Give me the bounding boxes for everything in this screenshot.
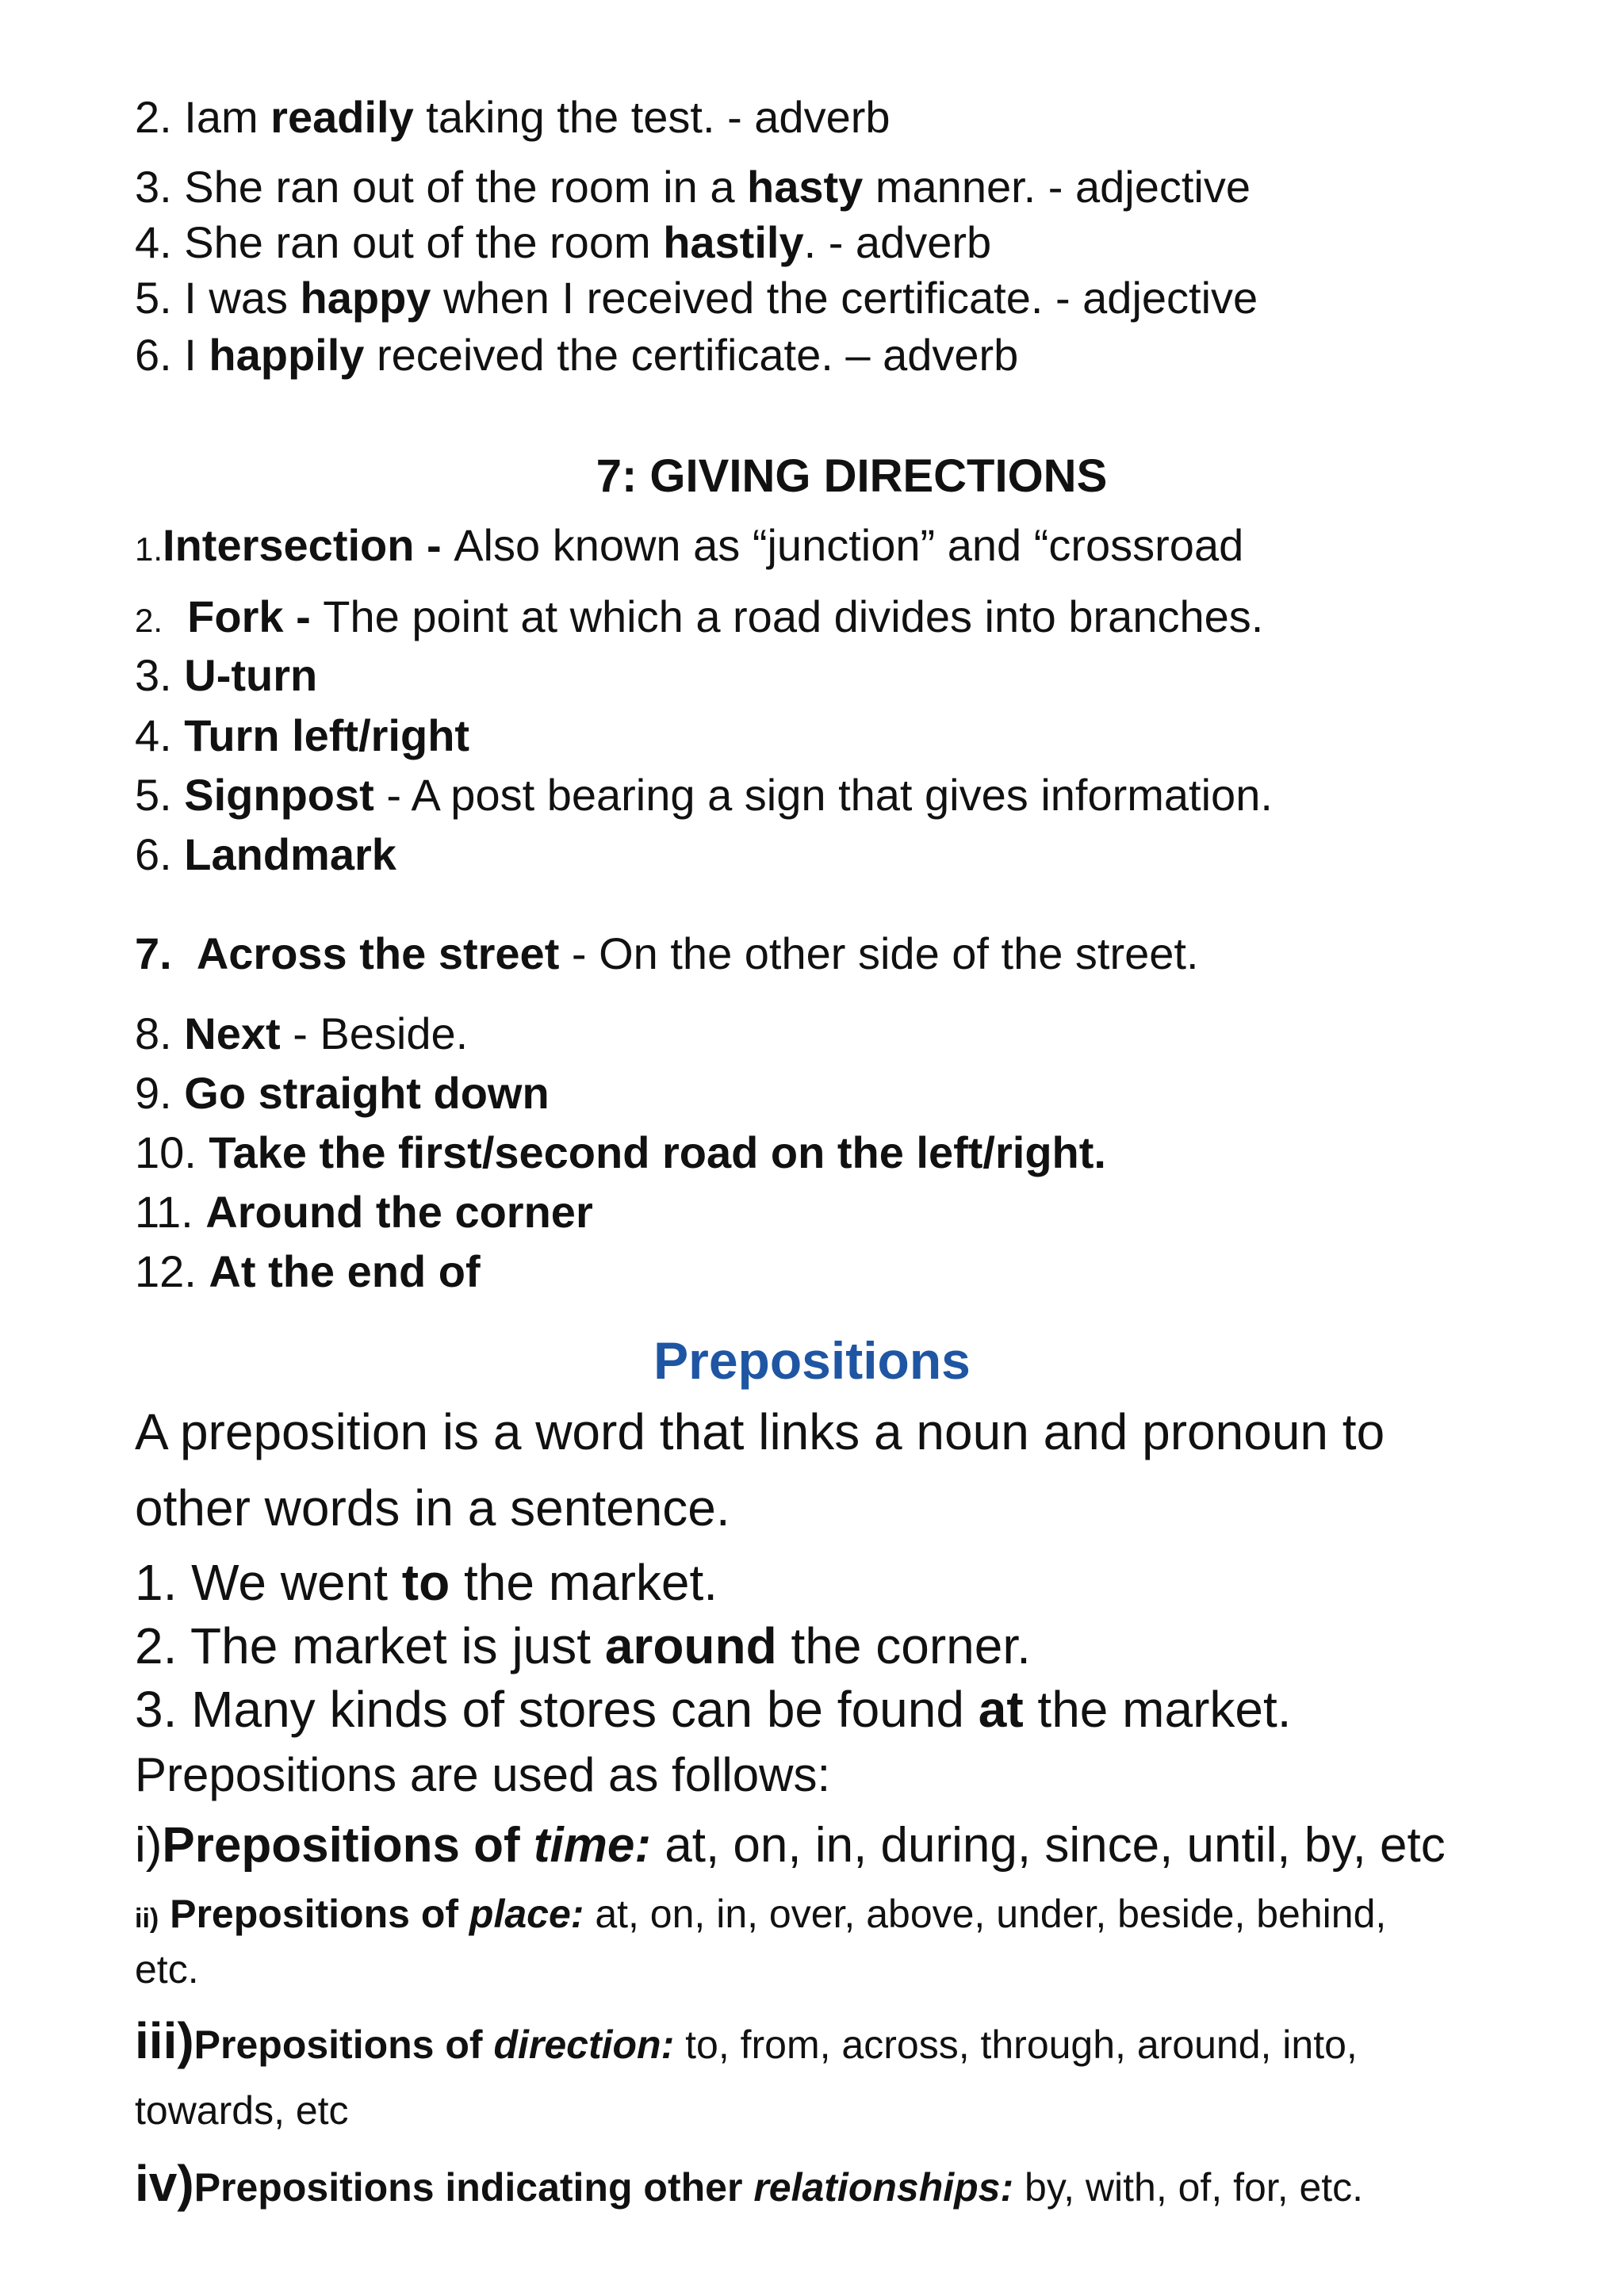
separator: - <box>283 591 324 641</box>
term: Turn left/right <box>184 710 470 760</box>
keyword: hastily <box>663 217 804 267</box>
direction-item <box>135 826 396 883</box>
item-number: 2. <box>135 602 163 639</box>
item-text-pre: We went <box>177 1554 402 1611</box>
item-text-pre: Iam <box>171 92 271 142</box>
item-number: 10. <box>135 1127 197 1177</box>
preposition-type <box>135 1885 1386 1947</box>
term: At the end of <box>209 1246 481 1296</box>
item-number: 1. <box>135 530 163 568</box>
item-number: 4. <box>135 710 172 760</box>
type-continuation: etc. <box>135 1947 199 1992</box>
adverb-example <box>135 159 1251 216</box>
direction-item <box>135 707 469 764</box>
separator: - <box>373 770 412 820</box>
preposition-example <box>135 1554 718 1611</box>
item-number: 6. <box>135 829 172 879</box>
item-text-pre: Many kinds of stores can be found <box>177 1681 979 1738</box>
direction-item <box>135 517 1243 578</box>
term: Go straight down <box>184 1068 550 1118</box>
item-number: 11. <box>135 1187 193 1237</box>
preposition-example <box>135 1681 1292 1738</box>
term: Across the street <box>196 928 560 978</box>
item-number: 3. <box>135 650 172 700</box>
section-heading: 7: GIVING DIRECTIONS <box>596 450 1108 502</box>
preposition-definition: A preposition is a word that links a noun and pronoun to <box>135 1403 1385 1460</box>
definition: The point at which a road divides into branches. <box>323 591 1264 641</box>
type-list: by, with, of, for, etc. <box>1013 2165 1364 2210</box>
preposition-type <box>135 2155 1363 2216</box>
term: Next <box>184 1008 281 1058</box>
type-label: Prepositions indicating other <box>193 2165 754 2210</box>
term: Landmark <box>184 829 396 879</box>
item-number: 1. <box>135 1554 178 1611</box>
keyword: happily <box>209 330 365 380</box>
roman-numeral: iv) <box>135 2155 194 2212</box>
type-kind: relationships: <box>753 2165 1014 2210</box>
preposition-definition: other words in a sentence. <box>135 1479 730 1536</box>
type-list: at, on, in, over, above, under, beside, behind, <box>584 1892 1387 1936</box>
item-text-pre: I <box>171 330 209 380</box>
item-text-pre: I was <box>171 273 301 323</box>
roman-numeral: ii) <box>135 1904 159 1934</box>
direction-item <box>135 1184 593 1241</box>
type-label: Prepositions of <box>162 1818 534 1873</box>
definition: Beside. <box>320 1008 469 1058</box>
term: Take the first/second road on the left/right. <box>209 1127 1106 1177</box>
term: Fork <box>187 591 284 641</box>
item-text-pre: She ran out of the room in a <box>171 162 748 212</box>
adverb-example <box>135 327 1018 384</box>
definition: On the other side of the street. <box>599 928 1199 978</box>
definition: A post bearing a sign that gives information. <box>411 770 1273 820</box>
item-text-post: taking the test. - adverb <box>413 92 891 142</box>
type-label: Prepositions of <box>193 2022 494 2067</box>
keyword: readily <box>270 92 414 142</box>
type-list: to, from, across, through, around, into, <box>674 2022 1358 2067</box>
roman-numeral: i) <box>135 1818 163 1873</box>
term: Intersection <box>163 520 415 570</box>
adverb-example <box>135 89 891 146</box>
prepositions-title: Prepositions <box>653 1331 971 1390</box>
item-number: 2. <box>135 1617 178 1674</box>
item-number: 7. <box>135 928 172 978</box>
direction-item <box>135 1065 550 1122</box>
term: Around the corner <box>205 1187 593 1237</box>
item-text-post: . - adverb <box>803 217 992 267</box>
item-number: 5. <box>135 273 172 323</box>
type-list: at, on, in, during, since, until, by, etc <box>651 1818 1446 1873</box>
type-continuation: towards, etc <box>135 2088 349 2133</box>
item-number: 6. <box>135 330 172 380</box>
separator: - <box>414 520 454 570</box>
roman-numeral: iii) <box>135 2012 194 2069</box>
item-number: 3. <box>135 1681 178 1738</box>
adverb-example <box>135 214 991 271</box>
item-number: 3. <box>135 162 172 212</box>
item-text-post: the corner. <box>776 1617 1031 1674</box>
item-number: 2. <box>135 92 172 142</box>
type-label: Prepositions of <box>159 1892 469 1936</box>
item-text-post: manner. - adjective <box>863 162 1251 212</box>
type-kind: direction: <box>493 2022 675 2067</box>
term: Signpost <box>184 770 374 820</box>
preposition-example <box>135 1617 1031 1674</box>
direction-item <box>135 1243 481 1300</box>
keyword: happy <box>300 273 431 323</box>
keyword: around <box>604 1617 777 1674</box>
keyword: to <box>401 1554 450 1611</box>
definition: Also known as “junction” and “crossroad <box>454 520 1244 570</box>
item-text-post: when I received the certificate. - adjective <box>431 273 1258 323</box>
preposition-type <box>135 1817 1446 1874</box>
type-kind: time: <box>533 1818 652 1873</box>
separator: - <box>559 928 599 978</box>
direction-item <box>135 647 317 704</box>
item-number: 8. <box>135 1008 172 1058</box>
separator: - <box>280 1008 320 1058</box>
adverb-example <box>135 270 1258 327</box>
item-number: 12. <box>135 1246 197 1296</box>
direction-item <box>135 767 1273 824</box>
direction-item <box>135 588 1263 649</box>
direction-item <box>135 1124 1106 1181</box>
item-text-post: received the certificate. – adverb <box>364 330 1019 380</box>
item-text-post: the market. <box>1023 1681 1292 1738</box>
item-text-pre: The market is just <box>177 1617 605 1674</box>
item-number: 4. <box>135 217 172 267</box>
usage-intro: Prepositions are used as follows: <box>135 1748 831 1801</box>
direction-item <box>135 925 1199 982</box>
keyword: at <box>978 1681 1024 1738</box>
type-kind: place: <box>469 1892 584 1936</box>
item-text-post: the market. <box>450 1554 718 1611</box>
item-number: 5. <box>135 770 172 820</box>
term: U-turn <box>184 650 318 700</box>
item-number: 9. <box>135 1068 172 1118</box>
item-text-pre: She ran out of the room <box>171 217 664 267</box>
direction-item <box>135 1005 468 1062</box>
preposition-type <box>135 2012 1358 2073</box>
keyword: hasty <box>747 162 864 212</box>
